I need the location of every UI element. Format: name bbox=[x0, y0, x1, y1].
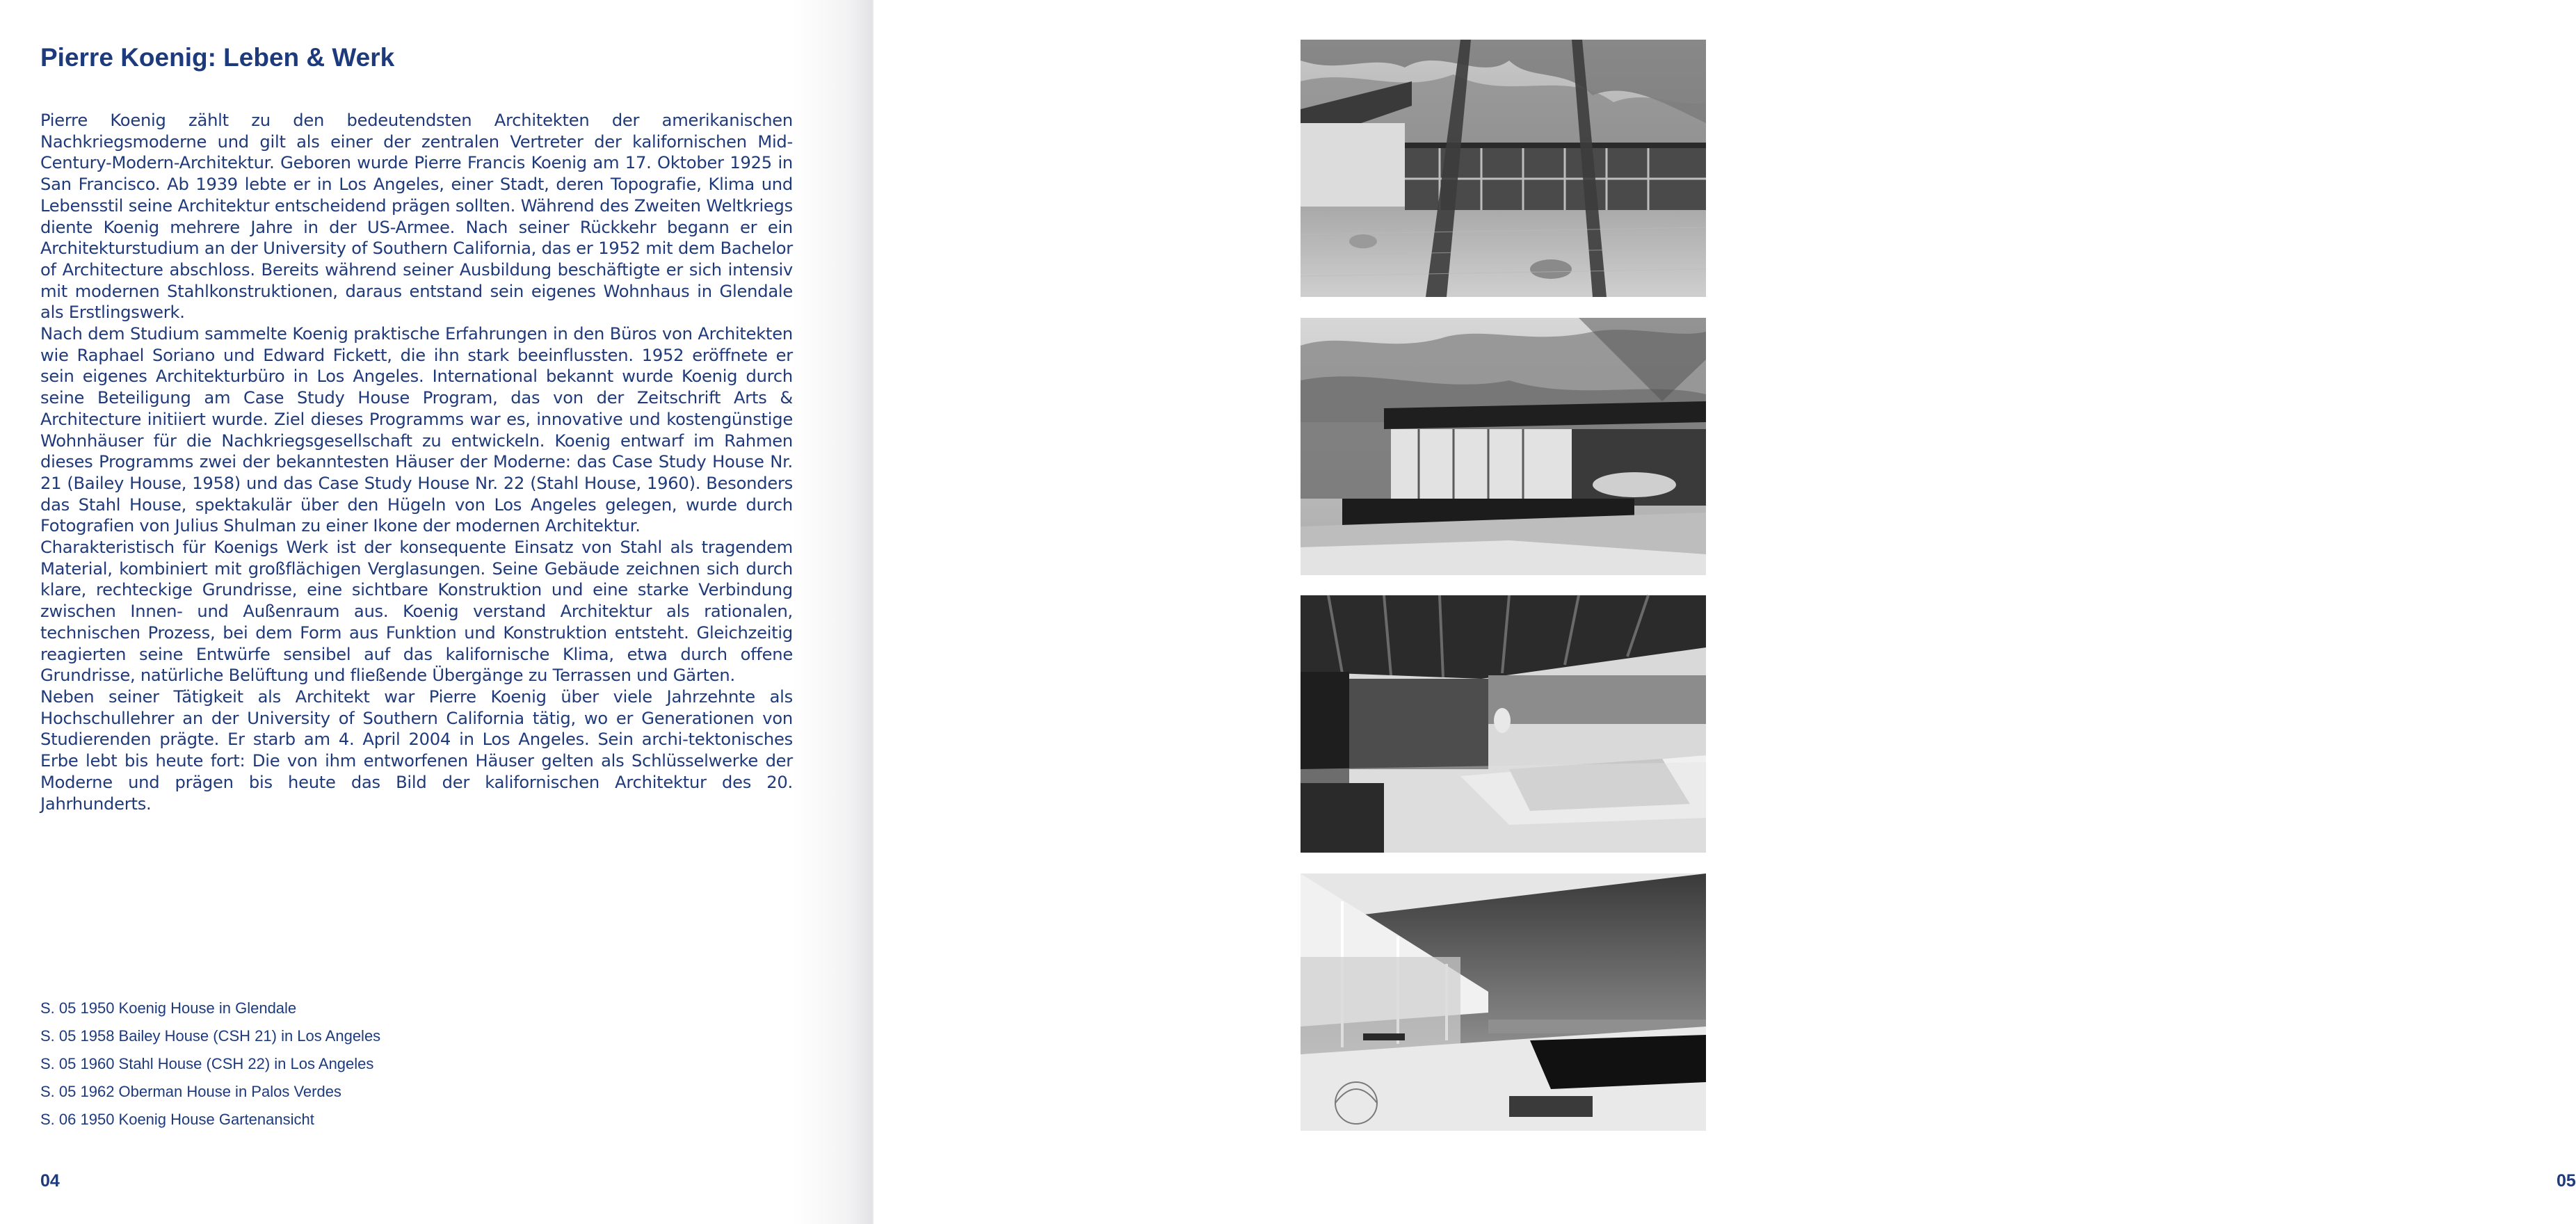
caption-item: S. 05 1962 Oberman House in Palos Verdes bbox=[40, 1083, 341, 1100]
black-and-white-photo-icon bbox=[1301, 318, 1706, 575]
page-number-right: 05 bbox=[2557, 1171, 2576, 1191]
biography-text bbox=[40, 110, 793, 814]
page-number-left: 04 bbox=[40, 1171, 60, 1191]
paragraph-legacy: Neben seiner Tätigkeit als Architekt war Pierre Koenig über viele Jahrzehnte als Hochschullehrer an der University of Southern California tätig, wo er Generationen von Studierenden prägte. Er starb am 4. April 2004 in Los Angeles. Sein archi-tektonisches Erbe lebt bis heute fort: Die von ihm entworfenen Häuser gelten als Schlüsselwerke der Moderne und prägen bis heute das Bild der kalifornischen Architektur des 20. Jahrhunderts. bbox=[40, 686, 793, 814]
page-title: Pierre Koenig: Leben & Werk bbox=[40, 43, 395, 72]
caption-item: S. 05 1960 Stahl House (CSH 22) in Los Angeles bbox=[40, 1055, 374, 1072]
paragraph-style: Charakteristisch für Koenigs Werk ist der konsequente Einsatz von Stahl als tragendem Material, kombiniert mit großflächigen Verglasungen. Seine Gebäude zeichnen sich durch klare, rechteckige Grundrisse, eine sichtbare Konstruktion und eine starke Verbindung zwischen Innen- und Außenraum aus. Koenig verstand Architektur als rationalen, technischen Prozess, bei dem Form aus Funktion und Konstruktion entsteht. Gleichzeitig reagierten seine Entwürfe sensibel auf das kalifornische Klima, etwa durch offene Grundrisse, natürliche Belüftung und fließende Übergänge zu Terrassen und Gärten. bbox=[40, 538, 793, 686]
black-and-white-photo-icon bbox=[1301, 595, 1706, 853]
koenig-house-glendale-photo bbox=[1301, 40, 1706, 297]
gutter-shadow bbox=[793, 0, 874, 1224]
image-caption-list bbox=[40, 999, 380, 1138]
bailey-house-photo bbox=[1301, 318, 1706, 575]
stahl-house-terrace-photo bbox=[1301, 595, 1706, 853]
black-and-white-photo-icon bbox=[1301, 40, 1706, 297]
paragraph-career: Nach dem Studium sammelte Koenig praktische Erfahrungen in den Büros von Architekten wie Raphael Soriano und Edward Fickett, die ihn stark beeinflussten. 1952 eröffnete er sein eigenes Architekturbüro in Los Angeles. International bekannt wurde Koenig durch seine Beteiligung am Case Study House Program, das von der Zeitschrift Arts & Architecture initiiert wurde. Ziel dieses Programms war es, innovative und kostengünstige Wohnhäuser für die Nachkriegsgesellschaft zu entwickeln. Koenig entwarf im Rahmen dieses Programms zwei der bekanntesten Häuser der Moderne: das Case Study House Nr. 21 (Bailey House, 1958) und das Case Study House Nr. 22 (Stahl House, 1960). Besonders das Stahl House, spektakulär über den Hügeln von Los Angeles gelegen, wurde durch Fotografien von Julius Shulman zu einer Ikone der modernen Architektur. bbox=[40, 324, 793, 536]
caption-item: S. 05 1958 Bailey House (CSH 21) in Los Angeles bbox=[40, 1027, 381, 1045]
black-and-white-photo-icon bbox=[1301, 873, 1706, 1131]
stahl-house-living-room-photo bbox=[1301, 873, 1706, 1131]
caption-item: S. 05 1950 Koenig House in Glendale bbox=[40, 999, 297, 1017]
paragraph-early-life: Pierre Koenig zählt zu den bedeutendsten Architekten der amerikanischen Nachkriegsmoderne und gilt als einer der zentralen Vertreter der kalifornischen Mid-Century-Modern-Architektur. Geboren wurde Pierre Francis Koenig am 17. Oktober 1925 in San Francisco. Ab 1939 lebte er in Los Angeles, einer Stadt, deren Topografie, Klima und Lebensstil seine Architektur entscheidend prägen sollten. Während des Zweiten Weltkriegs diente Koenig mehrere Jahre in der US-Armee. Nach seiner Rückkehr begann er ein Architekturstudium an der University of Southern California, das er 1952 mit dem Bachelor of Architecture abschloss. Bereits während seiner Ausbildung beschäftigte er sich intensiv mit modernen Stahlkonstruktionen, daraus entstand sein eigenes Wohnhaus in Glendale als Erstlingswerk. bbox=[40, 111, 793, 323]
caption-item: S. 06 1950 Koenig House Gartenansicht bbox=[40, 1111, 314, 1128]
left-page bbox=[0, 0, 874, 1224]
